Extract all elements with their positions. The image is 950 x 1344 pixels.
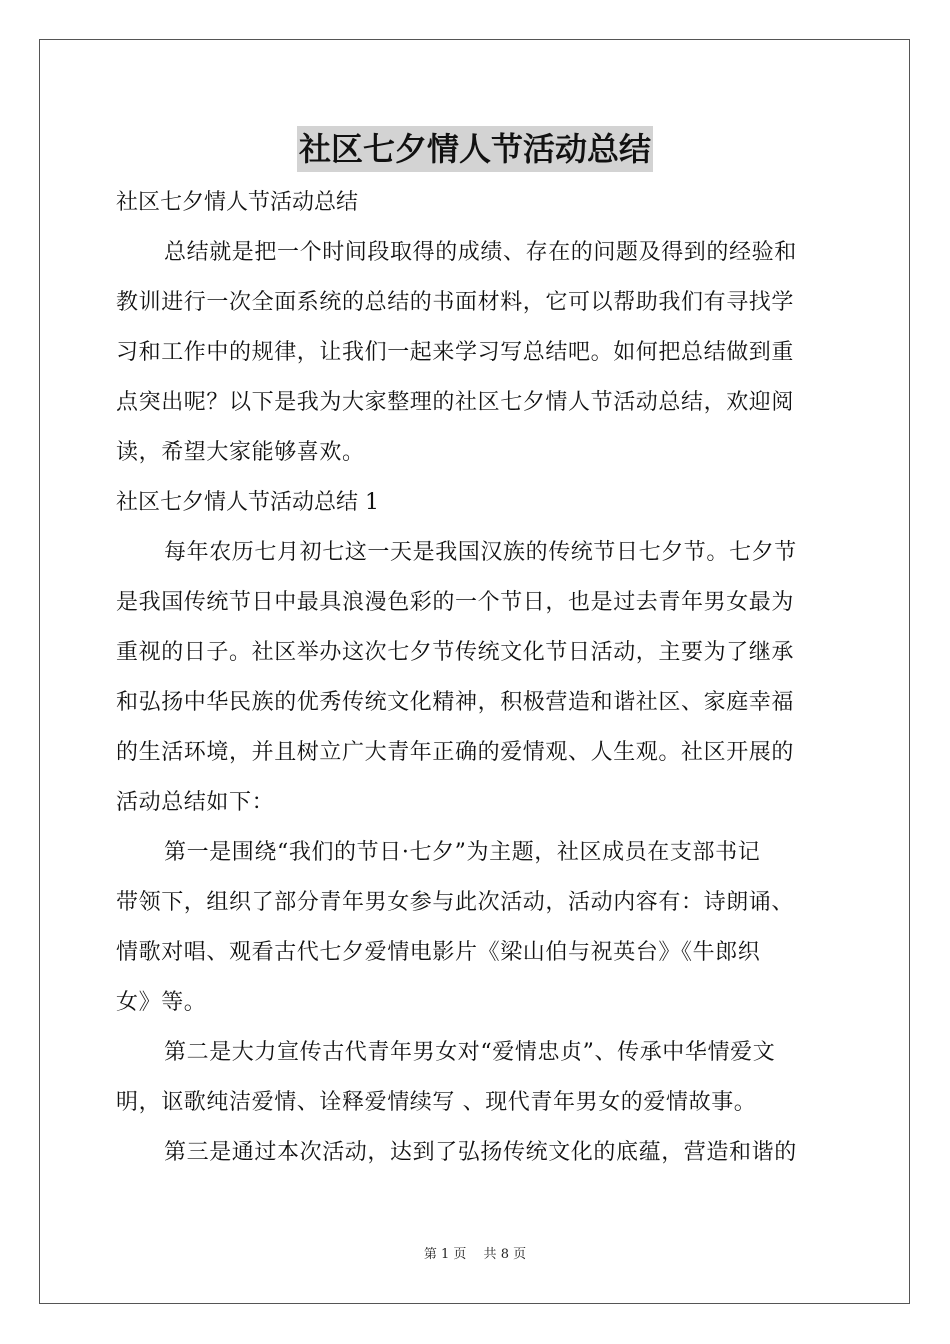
document-title: 社区七夕情人节活动总结 — [297, 126, 653, 172]
document-subtitle: 社区七夕情人节活动总结 — [116, 190, 359, 215]
paragraph-line: 习和工作中的规律，让我们一起来学习写总结吧。如何把总结做到重 — [116, 340, 795, 365]
section-heading: 社区七夕情人节活动总结 1 — [116, 490, 379, 515]
paragraph-4 — [116, 1128, 836, 1178]
paragraph-line: 总结就是把一个时间段取得的成绩、存在的问题及得到的经验和 — [164, 240, 797, 265]
paragraph-line: 和弘扬中华民族的优秀传统文化精神，积极营造和谐社区、家庭幸福 — [116, 690, 795, 715]
paragraph-line: 读，希望大家能够喜欢。 — [116, 440, 365, 465]
paragraph-line: 第一是围绕“我们的节日·七夕”为主题，社区成员在支部书记 — [164, 840, 761, 865]
paragraph-line: 情歌对唱、观看古代七夕爱情电影片《梁山伯与祝英台》《牛郎织 — [116, 940, 761, 965]
paragraph-line: 活动总结如下： — [116, 790, 275, 815]
paragraph-2 — [116, 828, 836, 1028]
document-body — [116, 178, 836, 1178]
paragraph-line: 明，讴歌纯洁爱情、诠释爱情续写 、现代青年男女的爱情故事。 — [116, 1090, 757, 1115]
paragraph-line: 是我国传统节日中最具浪漫色彩的一个节日，也是过去青年男女最为 — [116, 590, 795, 615]
paragraph-1 — [116, 528, 836, 828]
paragraph-line: 第二是大力宣传古代青年男女对“爱情忠贞”、传承中华情爱文 — [164, 1040, 776, 1065]
page-number-label: 第 1 页 共 8 页 — [423, 1247, 527, 1262]
title-container — [0, 126, 950, 172]
paragraph-line: 教训进行一次全面系统的总结的书面材料，它可以帮助我们有寻找学 — [116, 290, 795, 315]
paragraph-line: 每年农历七月初七这一天是我国汉族的传统节日七夕节。七夕节 — [164, 540, 797, 565]
paragraph-line: 重视的日子。社区举办这次七夕节传统文化节日活动，主要为了继承 — [116, 640, 795, 665]
paragraph-line: 第三是通过本次活动，达到了弘扬传统文化的底蕴，营造和谐的 — [164, 1140, 797, 1165]
paragraph-line: 点突出呢？以下是我为大家整理的社区七夕情人节活动总结，欢迎阅 — [116, 390, 795, 415]
page-footer — [0, 1246, 950, 1264]
paragraph-3 — [116, 1028, 836, 1128]
paragraph-line: 的生活环境，并且树立广大青年正确的爱情观、人生观。社区开展的 — [116, 740, 795, 765]
paragraph-line: 带领下，组织了部分青年男女参与此次活动，活动内容有：诗朗诵、 — [116, 890, 795, 915]
paragraph-line: 女》等。 — [116, 990, 207, 1015]
intro-paragraph — [116, 228, 836, 478]
